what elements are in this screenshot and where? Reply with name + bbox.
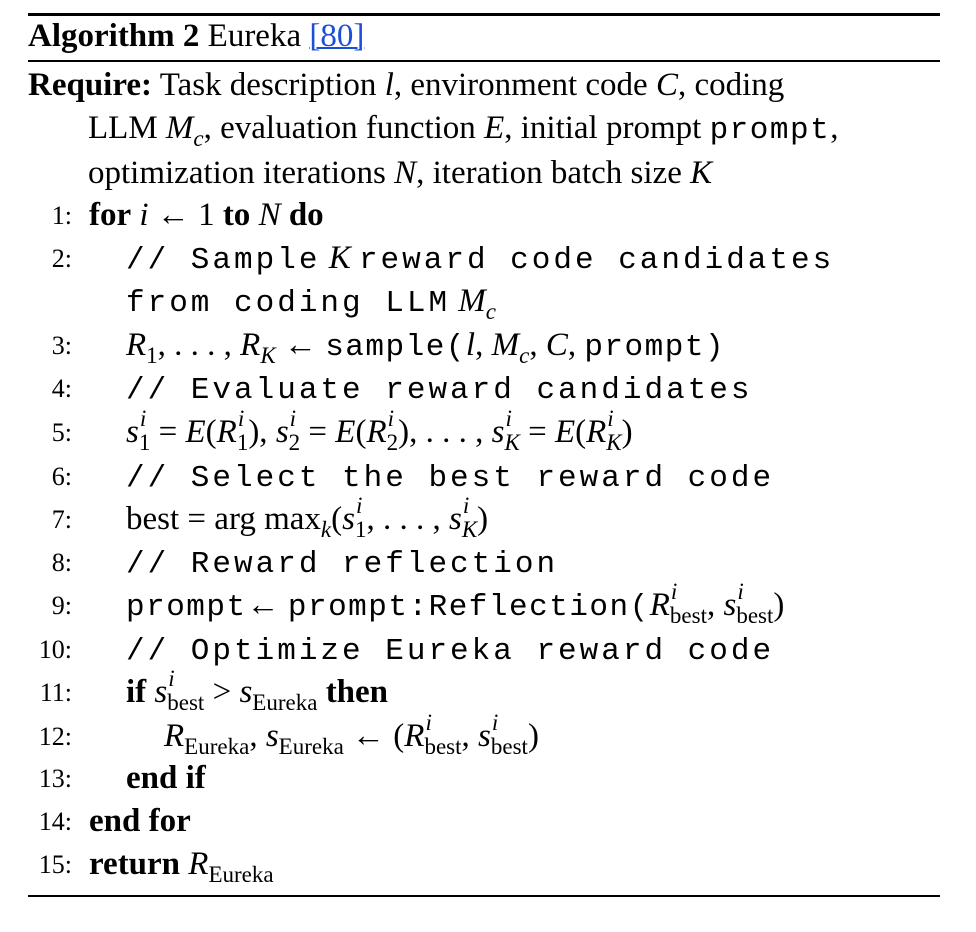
line-number: 2: [51, 244, 72, 273]
require-line-3: optimization iterations N, iteration batch size K [88, 155, 713, 191]
algorithm-line-14 [28, 800, 940, 843]
comment: // Optimize Eureka reward code [126, 634, 775, 669]
keyword-do: do [288, 197, 324, 233]
algorithm-line-4 [28, 367, 940, 410]
algorithm-line-12: 12: $R_{Eureka}$, $s_{Eureka}$ ← (R i $_{best}$, s i $_{best}$) [28, 715, 940, 758]
algorithm-line-8 [28, 541, 940, 584]
algorithm-line-15: 15: return $R_{Eureka}$ [28, 843, 940, 886]
require-line-1: Require: Task description l, environment code C, coding [28, 67, 785, 103]
keyword-end-if: end if [126, 760, 206, 796]
line-number: 1: [51, 201, 72, 230]
prompt-arg: prompt) [584, 330, 726, 365]
line-number: 10: [38, 635, 72, 664]
keyword-if: if [126, 674, 147, 710]
subscript-eureka: Eureka [184, 734, 250, 759]
require-text: LLM [88, 110, 158, 146]
line-number: 11: [39, 678, 72, 707]
require-line-2: LLM $M_c$, evaluation function E, initial prompt prompt, [88, 110, 839, 151]
keyword-then: then [325, 674, 389, 710]
header-rule [28, 60, 940, 62]
keyword-for: for [89, 197, 132, 233]
algorithm-label: Algorithm 2 [28, 18, 200, 54]
line-number: 8: [51, 548, 72, 577]
line-number: 12: [38, 722, 72, 751]
subscript-best: best [736, 603, 774, 628]
keyword-end-for: end for [89, 803, 191, 839]
algorithm-line-3: 3: $R_1$, . . . , $R_K$ ← sample(l, $M_c$, C, prompt) [28, 324, 940, 367]
comment: // Sample [126, 243, 321, 278]
require-text: , initial prompt [504, 110, 702, 146]
comment: // Evaluate reward candidates [126, 373, 753, 408]
algorithm-title [28, 14, 364, 58]
require-keyword: Require: [28, 67, 153, 103]
require-text: Task description [159, 67, 377, 103]
sample-call: sample( [325, 330, 466, 365]
line-number: 9: [51, 591, 72, 620]
comment: // Reward reflection [126, 547, 559, 582]
line-number: 7: [51, 505, 72, 534]
line-number: 13: [38, 764, 72, 793]
reflection-call: prompt:Reflection( [287, 590, 650, 625]
prompt-code: prompt [126, 590, 247, 625]
require-text: optimization iterations [88, 155, 386, 191]
subscript-best: best [490, 734, 528, 759]
citation-link[interactable]: [80] [309, 18, 365, 54]
require-text: , iteration batch size [416, 155, 682, 191]
comment: // Select the best reward code [126, 461, 775, 496]
best-var: best [126, 501, 180, 537]
algorithm-line-2: 2: // Sample K reward code candidates [28, 237, 940, 280]
algorithm-line-7: 7: best = arg $\max_k(s$ i $_1$, . . . , s i $_K$) [28, 498, 940, 541]
line-number: 15: [38, 850, 72, 879]
algorithm-line-10 [28, 628, 940, 671]
require-text: , evaluation function [203, 110, 476, 146]
subscript-best: best [167, 690, 205, 715]
line-number: 4: [51, 374, 72, 403]
algorithm-name: Eureka [207, 18, 302, 54]
require-text: , coding [677, 67, 785, 103]
comment: from coding LLM [126, 286, 451, 321]
line-number: 3: [51, 331, 72, 360]
subscript-eureka: Eureka [278, 734, 344, 759]
algorithm-line-1: 1: for i ← 1 to N do [28, 194, 940, 237]
algorithm-line-2-cont: from coding LLM $M_c$ [126, 283, 497, 324]
argmax: arg max [214, 501, 321, 537]
algorithm-line-5: 5: s i $_1$ = E(R i $_1$), s i $_2$ = E(R i $_2$), . . . , s i $_K$ = E(R i $_K$) [28, 411, 940, 454]
algorithm-line-6 [28, 455, 940, 498]
subscript-eureka: Eureka [252, 690, 318, 715]
line-number: 6: [51, 462, 72, 491]
subscript-best: best [669, 603, 707, 628]
comment: reward code candidates [358, 243, 835, 278]
line-number: 5: [51, 418, 72, 447]
line-number: 14: [38, 807, 72, 836]
algorithm-line-11: 11: if s i $_{best} > s_{Eureka}$ then [28, 671, 940, 714]
subscript-best: best [424, 734, 462, 759]
subscript-eureka: Eureka [208, 862, 274, 887]
algorithm-line-13 [28, 757, 940, 800]
keyword-return: return [89, 846, 181, 882]
bottom-rule [28, 895, 940, 897]
keyword-to: to [222, 197, 251, 233]
algorithm-line-9: 9: prompt← prompt:Reflection(R i $_{best}$, s i $_{best}$) [28, 584, 940, 627]
prompt-code: prompt [709, 113, 831, 148]
require-block [28, 64, 940, 195]
require-text: , environment code [393, 67, 648, 103]
